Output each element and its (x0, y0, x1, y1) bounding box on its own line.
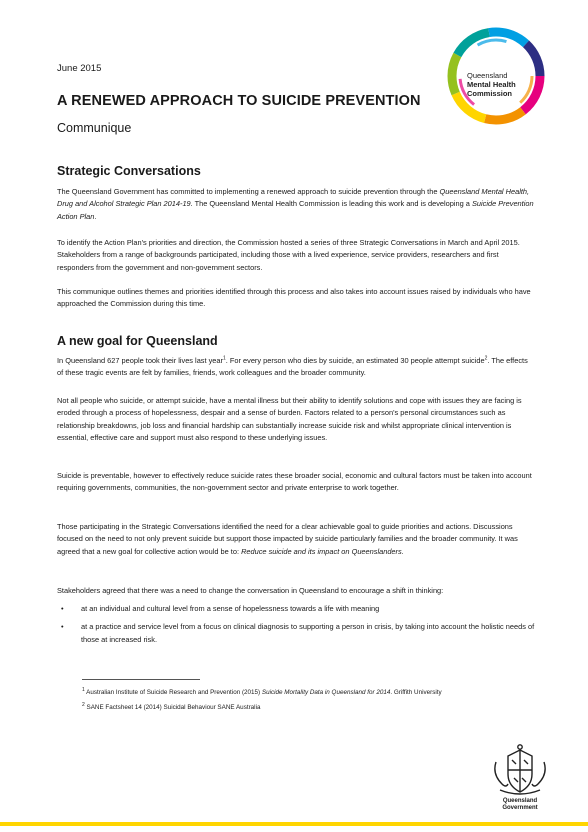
bullet-icon: • (61, 622, 64, 632)
list-item: • at an individual and cultural level from a sense of hopelessness towards a life with meaning (57, 603, 537, 615)
footer-accent-bar (0, 822, 588, 826)
document-title: A RENEWED APPROACH TO SUICIDE PREVENTION (57, 93, 421, 109)
paragraph-statistics: In Queensland 627 people took their lives last year$^1$. For every person who dies by suicide, an estimated 30 people attempt suicide$^2$. The effects of these tragic events are felt by families, friends, work colleagues and the broader community. (57, 355, 528, 378)
logo-line: Queensland (467, 71, 508, 80)
heading-strategic-conversations: Strategic Conversations (57, 164, 201, 178)
list-item: • at a practice and service level from a focus on clinical diagnosis to supporting a person in crisis, by taking into account the holistic needs of those at increased risk. (61, 622, 535, 644)
document-subtitle: Communique (57, 121, 132, 135)
document-date: June 2015 (57, 63, 102, 74)
heading-new-goal: A new goal for Queensland (57, 334, 218, 348)
government-logo-text: Queensland Government (502, 798, 538, 811)
paragraph-action-plan: To identify the Action Plan's priorities and direction, the Commission hosted a series of three Strategic Conversations in March and April 2015. Stakeholders from a range of backgrounds participated, including those with a lived experience, service providers, researchers and first responders from the government and non-government sectors. (57, 238, 520, 272)
paragraph-risk-factors: Not all people who suicide, or attempt suicide, have a mental illness but their ability to identify solutions and cope with issues they are facing is eroded through a process of hopelessness, despair and a sense of burden. Factors related to a person's personal circumstances such as relationship breakdowns, job loss and financial hardship can substantially increase suicide risk and whilst appropriate clinical intervention is essential, effective care and support must also respond to these underlying issues. (57, 396, 522, 442)
footnote-ref: 2 (484, 355, 488, 362)
bullet-icon: • (61, 604, 64, 613)
logo-line: Mental Health (467, 80, 516, 89)
goal-statement: Reduce suicide and its impact on Queenslanders. (241, 546, 404, 556)
paragraph-communique-outline: This communique outlines themes and priorities identified through this process and also takes into account issues raised by individuals who have approached the Commission during this time. (57, 287, 531, 309)
footnote-ref: 1 (222, 355, 226, 362)
logo-line: Commission (467, 89, 513, 98)
paragraph-goal: Those participating in the Strategic Conversations identified the need for a clear achievable goal to guide priorities and actions. Discussions focused on the need to not only prevent suicide but support those impacted by suicide particularly families and the broader community. It was agreed that a new goal for collective action would be to: Reduce suicide and its impact on Queenslanders. (57, 522, 518, 556)
qmhc-logo-text (467, 71, 516, 98)
paragraph-preventable: Suicide is preventable, however to effectively reduce suicide rates these broader social, economic and cultural factors must be taken into account requiring governments, communities, the non-government sector and private enterprise to work together. (57, 471, 532, 493)
footnote-1: $^1$ Australian Institute of Suicide Research and Prevention (2015) Suicide Mortality Data in Queensland for 2014. Griffith University (82, 686, 442, 696)
paragraph-intro: The Queensland Government has committed to implementing a renewed approach to suicide prevention through the Queensland Mental Health, Drug and Alcohol Strategic Plan 2014-19. The Queensland Mental Health Commission is leading this work and is developing a Suicide Prevention Action Plan. (57, 187, 534, 221)
footnote-2: $^2$ SANE Factsheet 14 (2014) Suicidal Behaviour SANE Australia (82, 701, 261, 711)
bullet-list (57, 603, 537, 652)
paragraph-shift-thinking: Stakeholders agreed that there was a need to change the conversation in Queensland to encourage a shift in thinking: (57, 586, 444, 595)
footnote-divider (82, 679, 200, 680)
